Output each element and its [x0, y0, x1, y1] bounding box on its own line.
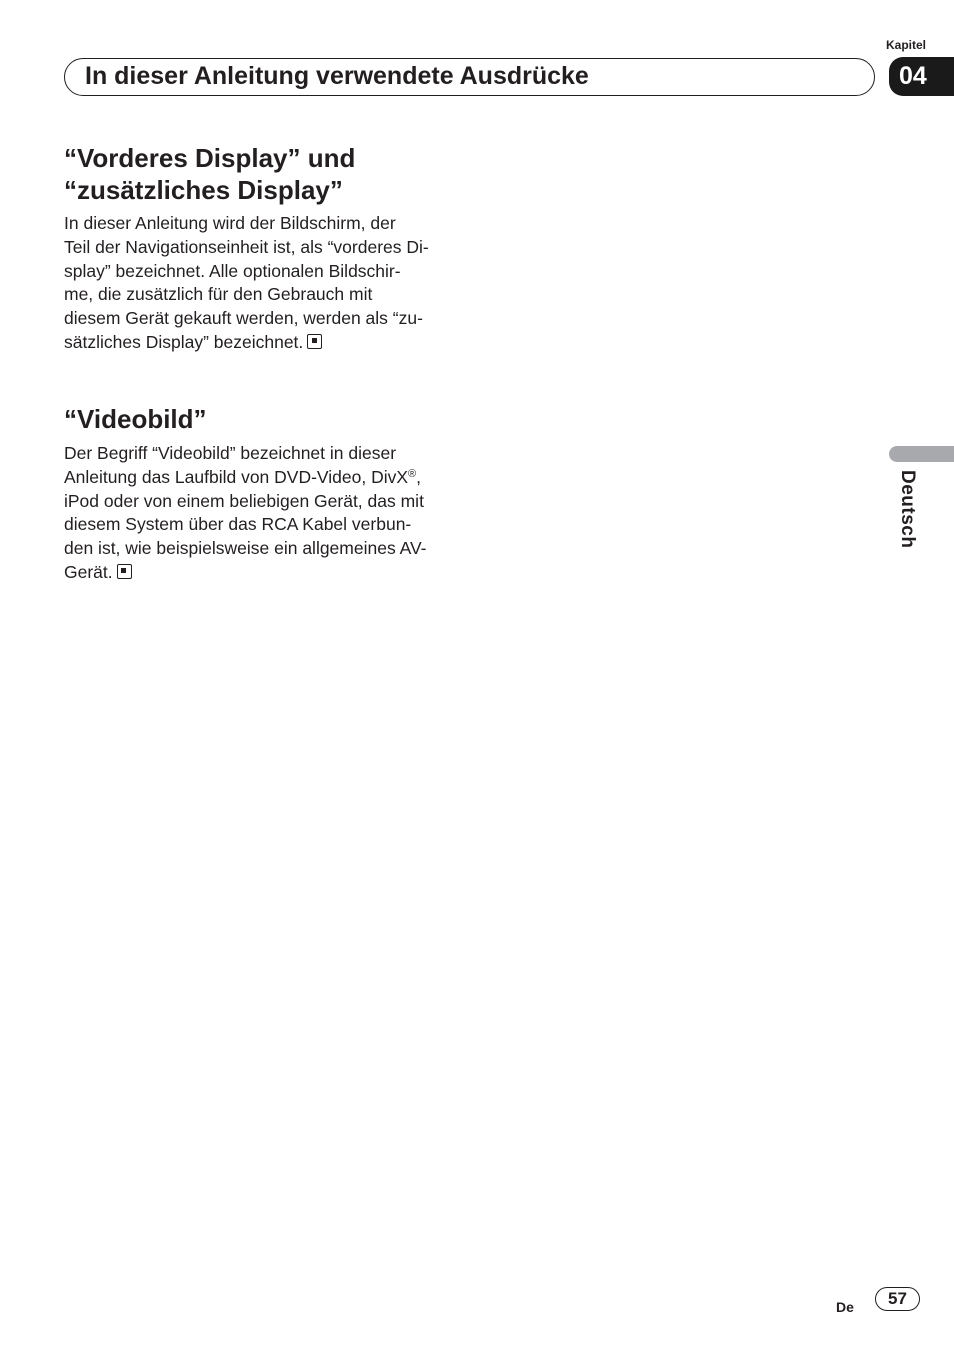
text-line: den ist, wie beispielsweise ein allgemeines AV- [64, 538, 427, 559]
section-end-icon [307, 334, 322, 349]
section-end-icon [117, 564, 132, 579]
chapter-number-badge: 04 [889, 57, 954, 96]
heading-line: “zusätzliches Display” [64, 175, 343, 205]
heading-line: “Videobild” [64, 404, 207, 434]
text-line-content: sätzliches Display” bezeichnet. [64, 331, 304, 352]
text-line-last [64, 561, 456, 585]
text-line [64, 466, 456, 490]
text-line: diesem Gerät gekauft werden, werden als “zu- [64, 308, 423, 329]
language-side-label: Deutsch [897, 470, 918, 549]
paragraph-display-terms [64, 212, 456, 355]
language-tab-marker [889, 446, 954, 462]
text-line: Teil der Navigationseinheit ist, als “vorderes Di- [64, 236, 429, 257]
heading-videobild [64, 403, 464, 435]
text-line: Der Begriff “Videobild” bezeichnet in dieser [64, 443, 397, 463]
page-number: 57 [875, 1287, 920, 1311]
chapter-label: Kapitel [885, 38, 926, 52]
text-line-last [64, 331, 456, 355]
section-title: In dieser Anleitung verwendete Ausdrücke [64, 58, 875, 96]
text-line: iPod oder von einem beliebigen Gerät, das mit [64, 490, 424, 511]
registered-mark: ® [408, 467, 417, 480]
text-line: splay” bezeichnet. Alle optionalen Bildschir- [64, 260, 401, 281]
heading-display-terms [64, 142, 464, 206]
paragraph-videobild [64, 442, 456, 585]
text-line-content: Anleitung das Laufbild von DVD-Video, DivX [64, 466, 409, 487]
text-comma: , [416, 466, 422, 487]
footer-language-code: De [836, 1299, 854, 1315]
text-line: me, die zusätzlich für den Gebrauch mit [64, 284, 373, 305]
text-line: In dieser Anleitung wird der Bildschirm, der [64, 213, 396, 233]
text-line: diesem System über das RCA Kabel verbun- [64, 514, 412, 535]
heading-line: “Vorderes Display” und [64, 143, 356, 173]
text-line-content: Gerät. [64, 561, 113, 582]
